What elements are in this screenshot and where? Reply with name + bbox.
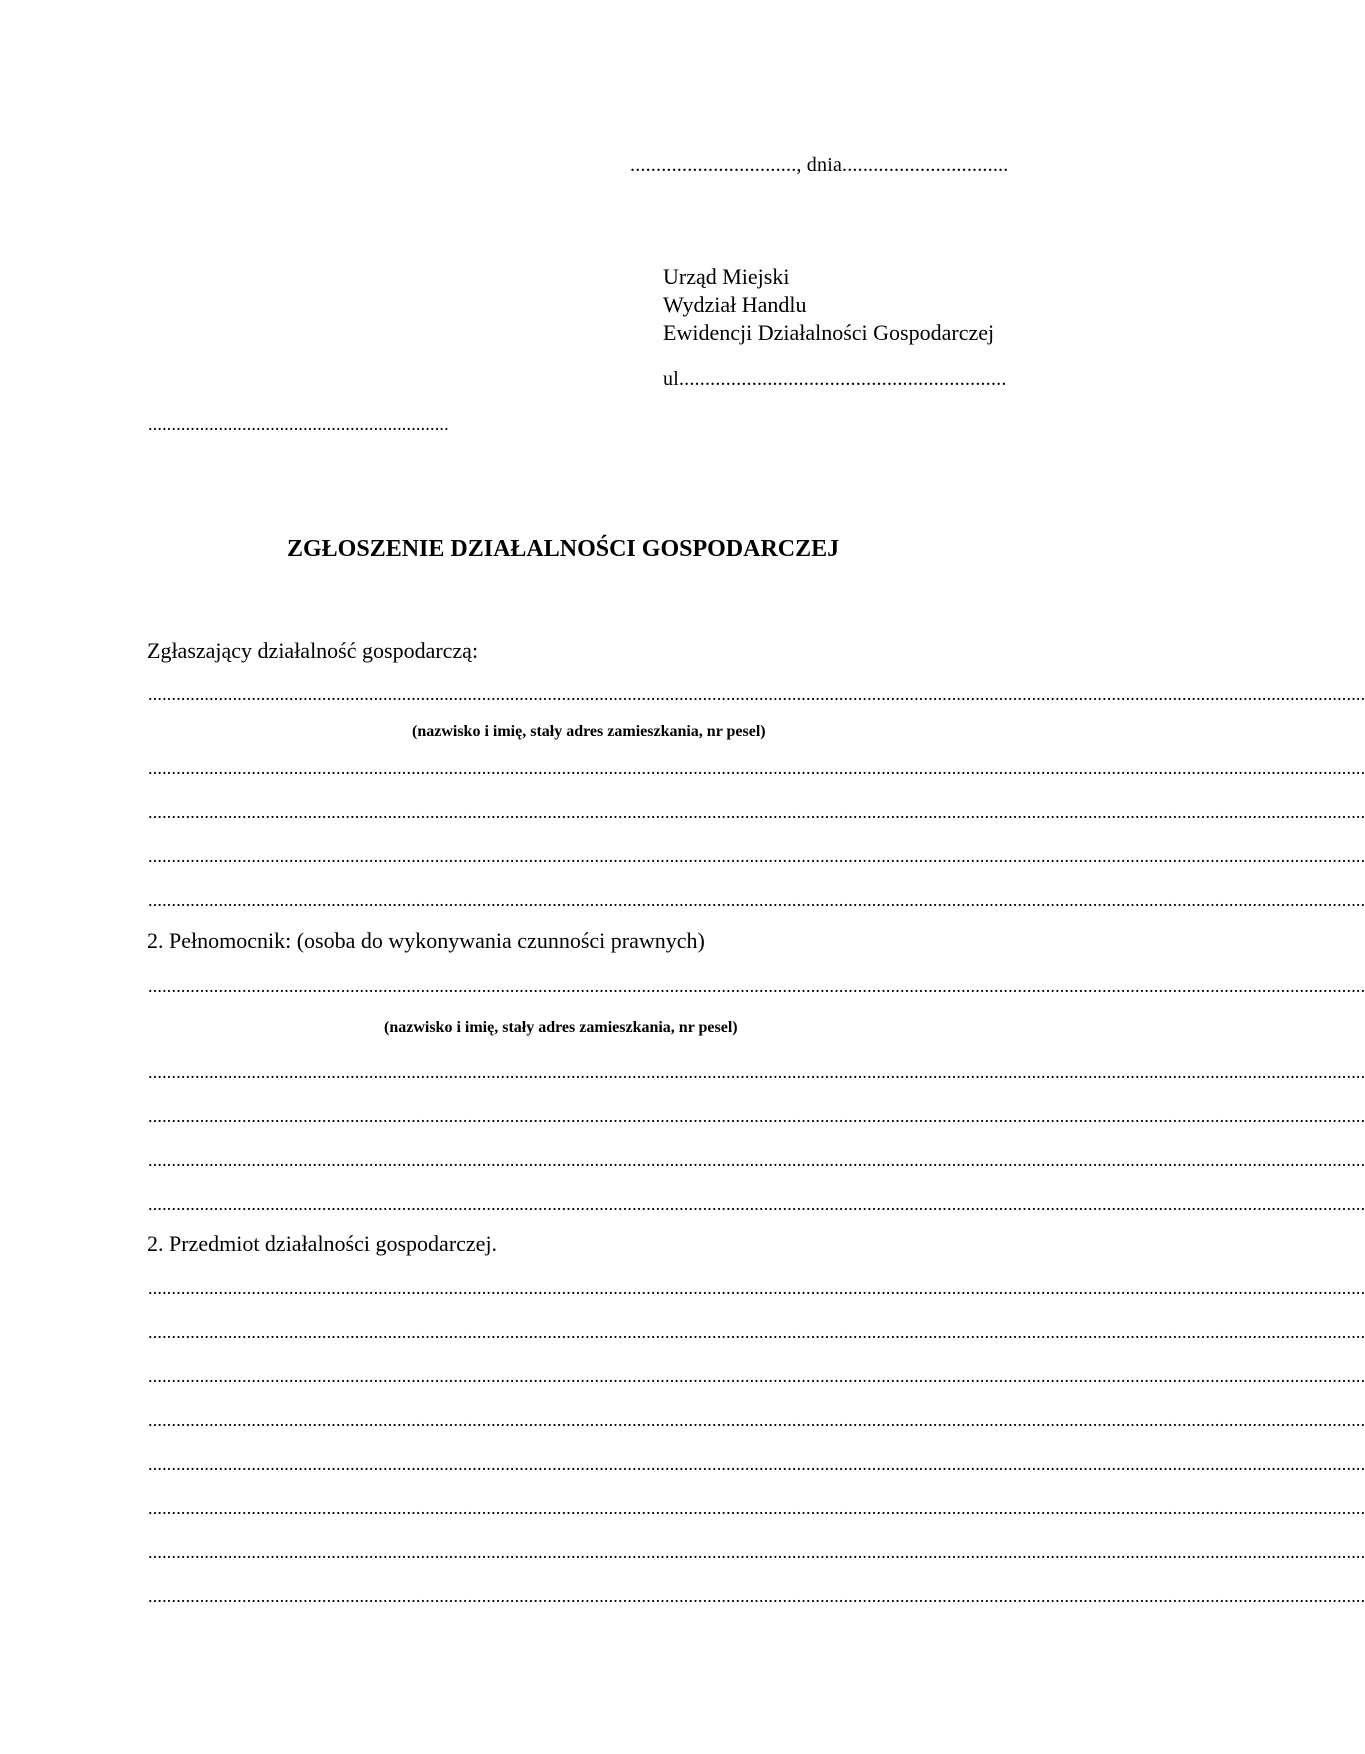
- office-name: Urząd Miejski: [663, 264, 790, 289]
- activity-field-line[interactable]: ...................................................................................................................................................................................................................................................................: [148, 1454, 1365, 1474]
- applicant-field-line[interactable]: ...................................................................................................................................................................................................................................................................: [148, 890, 1365, 910]
- activity-field-line[interactable]: ...................................................................................................................................................................................................................................................................: [148, 1322, 1365, 1342]
- proxy-field-line[interactable]: ...................................................................................................................................................................................................................................................................: [148, 1106, 1365, 1126]
- proxy-field-line[interactable]: ...................................................................................................................................................................................................................................................................: [148, 1194, 1365, 1214]
- applicant-header-field[interactable]: ................................................................: [148, 414, 449, 434]
- section-proxy-label: 2. Pełnomocnik: (osoba do wykonywania czunności prawnych): [147, 928, 705, 953]
- activity-field-line[interactable]: ...................................................................................................................................................................................................................................................................: [148, 1498, 1365, 1518]
- applicant-field-line[interactable]: ...................................................................................................................................................................................................................................................................: [148, 846, 1365, 866]
- place-date-line[interactable]: ................................, dnia................................: [630, 154, 1009, 176]
- section-applicant-label: Zgłaszający działalność gospodarczą:: [147, 638, 479, 663]
- applicant-field-hint: (nazwisko i imię, stały adres zamieszkania, nr pesel): [412, 723, 766, 740]
- section-activity-label: 2. Przedmiot działalności gospodarczej.: [147, 1231, 498, 1256]
- proxy-field-line[interactable]: ...................................................................................................................................................................................................................................................................: [148, 1062, 1365, 1082]
- applicant-field-line[interactable]: ...................................................................................................................................................................................................................................................................: [148, 684, 1365, 704]
- activity-field-line[interactable]: ...................................................................................................................................................................................................................................................................: [148, 1410, 1365, 1430]
- activity-field-line[interactable]: ...................................................................................................................................................................................................................................................................: [148, 1586, 1365, 1606]
- page-title: ZGŁOSZENIE DZIAŁALNOŚCI GOSPODARCZEJ: [287, 536, 840, 562]
- activity-field-line[interactable]: ...................................................................................................................................................................................................................................................................: [148, 1278, 1365, 1298]
- activity-field-line[interactable]: ...................................................................................................................................................................................................................................................................: [148, 1542, 1365, 1562]
- office-department: Wydział Handlu: [663, 292, 807, 317]
- office-division: Ewidencji Działalności Gospodarczej: [663, 320, 995, 345]
- proxy-field-hint: (nazwisko i imię, stały adres zamieszkania, nr pesel): [384, 1019, 738, 1036]
- proxy-field-line[interactable]: ...................................................................................................................................................................................................................................................................: [148, 1150, 1365, 1170]
- applicant-field-line[interactable]: ...................................................................................................................................................................................................................................................................: [148, 802, 1365, 822]
- proxy-field-line[interactable]: ...................................................................................................................................................................................................................................................................: [148, 976, 1365, 996]
- activity-field-line[interactable]: ...................................................................................................................................................................................................................................................................: [148, 1366, 1365, 1386]
- applicant-field-line[interactable]: ...................................................................................................................................................................................................................................................................: [148, 758, 1365, 778]
- office-street-field[interactable]: ul...............................................................: [663, 368, 1007, 390]
